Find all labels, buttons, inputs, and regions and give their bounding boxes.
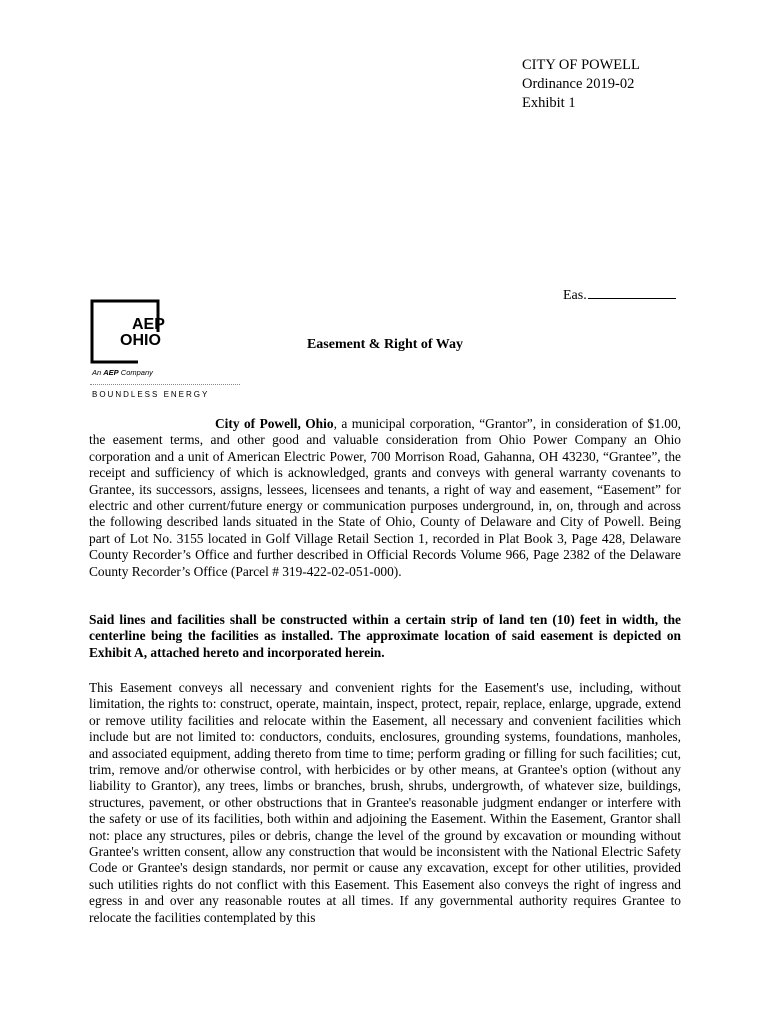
paragraph-grant-text: , a municipal corporation, “Grantor”, in consideration of $1.00, the easement terms, and other good and valuable consideration from Ohio Power Company an Ohio corporation and a unit of American Electric Power, 700 Morrison Road, Gahanna, OH 43230, “Grantee”, the receipt and sufficiency of which is acknowledged, grants and conveys with general warranty covenants to Grantee, its successors, assigns, lessees, licensees and tenants, a right of way and easement, “Easement” for electric and other current/future energy or communication purposes underground, in, on, through and across the following described lands situated in the State of Ohio, County of Delaware and City of Powell. Being part of Lot No. 3155 located in Golf Village Retail Section 1, recorded in Plat Book 3, Page 428, Delaware County Recorder’s Office and further described in Official Records Volume 966, Page 2382 of the Delaware County Recorder’s Office (Parcel # 319-422-02-051-000). <box>89 416 681 579</box>
aep-ohio-logo-mark <box>86 298 246 368</box>
header-exhibit: Exhibit 1 <box>522 95 576 111</box>
logo-tag-suffix: Company <box>118 368 153 377</box>
easement-number-field <box>563 286 676 304</box>
logo-text-ohio: OHIO <box>120 332 161 349</box>
logo-slogan: BOUNDLESS ENERGY <box>92 390 210 399</box>
header-ordinance: Ordinance 2019-02 <box>522 76 635 92</box>
aep-ohio-logo <box>86 298 246 408</box>
logo-tag-bold: AEP <box>103 368 119 377</box>
paragraph-strip-width: Said lines and facilities shall be constructed within a certain strip of land ten (10) feet in width, the centerline being the facilities as installed. The approximate location of said easement is depicted on Exhibit A, attached hereto and incorporated herein. <box>89 612 681 660</box>
logo-text-aep: AEP <box>132 316 165 333</box>
easement-number-blank <box>588 286 676 299</box>
header-city: CITY OF POWELL <box>522 57 640 73</box>
paragraph-grant <box>89 416 681 580</box>
document-header <box>522 56 640 113</box>
document-title: Easement & Right of Way <box>306 337 464 352</box>
logo-divider <box>90 384 240 385</box>
easement-number-label: Eas. <box>563 288 587 303</box>
grantor-name: City of Powell, Ohio <box>215 416 334 431</box>
paragraph-rights: This Easement conveys all necessary and convenient rights for the Easement's use, including, without limitation, the rights to: construct, operate, maintain, inspect, protect, repair, replace, enlarge, upgrade, extend or remove utility facilities and relocate within the Easement, all necessary and convenient facilities which include but are not limited to: conductors, conduits, enclosures, grounding systems, foundations, manholes, and associated equipment, adding thereto from time to time; perform grading or filling for such facilities; cut, trim, remove and/or otherwise control, with herbicides or by other means, at Grantee's option (without any liability to Grantor), any trees, limbs or branches, brush, shrubs, undergrowth, of whatever size, buildings, structures, pavement, or other obstructions that in Grantee's reasonable judgment endanger or interfere with the safety or use of its facilities, both within and adjoining the Easement. Within the Easement, Grantor shall not: place any structures, piles or debris, change the level of the ground by excavation or mounding without Grantee's written consent, allow any construction that would be inconsistent with the National Electric Safety Code or Grantee's design standards, nor permit or cause any excavation, except for other utilities, provided such utilities rights do not conflict with this Easement. This Easement also conveys the right of ingress and egress in and over any reasonable routes at all times. If any governmental authority requires Grantee to relocate the facilities contemplated by this <box>89 680 681 925</box>
logo-tag-prefix: An <box>92 368 104 377</box>
logo-tagline <box>92 368 153 377</box>
